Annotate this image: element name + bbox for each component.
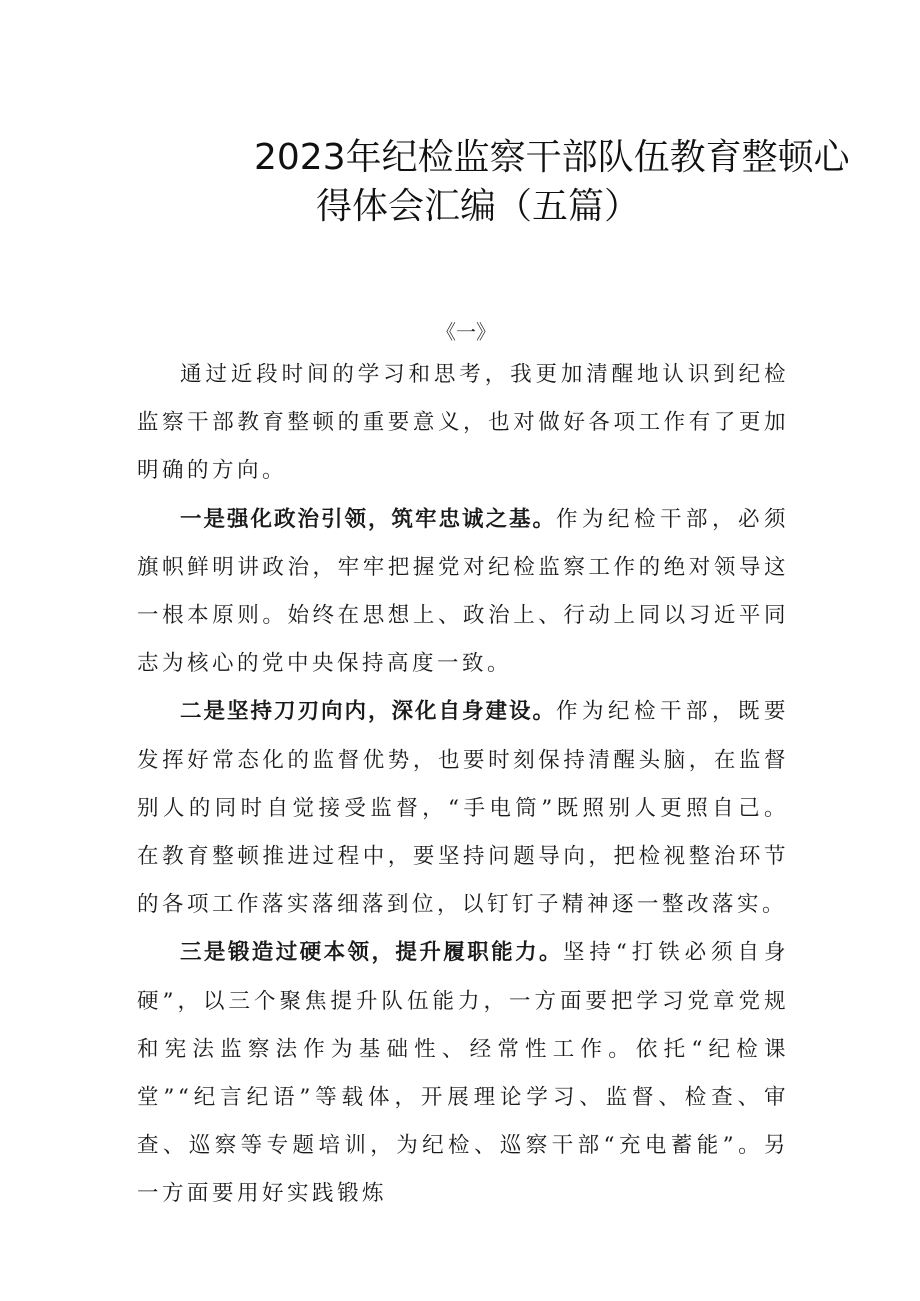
paragraph-point-2 [137,688,789,929]
section-marker: 《一》 [436,320,496,344]
paragraph-lead: 三是锻造过硬本领，提升履职能力。 [180,940,563,966]
paragraph-intro [137,351,789,496]
paragraph-point-1 [137,496,789,689]
document-title-line-2: 得体会汇编（五篇） [316,186,641,227]
document-title-line-1: 2023年纪检监察干部队伍教育整顿心 [254,137,850,178]
paragraph-text: 坚持“打铁必须自身硬”，以三个聚焦提升队伍能力，一方面要把学习党章党规和宪法监察法作为基础性、经常性工作。依托“纪检课堂”“纪言纪语”等载体，开展理论学习、监督、检查、审查、巡察等专题培训，为纪检、巡察干部“充电蓄能”。另一方面要用好实践锻炼 [137,940,789,1207]
paragraph-text: 作为纪检干部，既要发挥好常态化的监督优势，也要时刻保持清醒头脑，在监督别人的同时自觉接受监督，“手电筒”既照别人更照自己。在教育整顿推进过程中，要坚持问题导向，把检视整治环节的各项工作落实落细落到位，以钉钉子精神逐一整改落实。 [137,699,789,918]
paragraph-lead: 一是强化政治引领，筑牢忠诚之基。 [180,506,556,532]
paragraph-text: 作为纪检干部，必须旗帜鲜明讲政治，牢牢把握党对纪检监察工作的绝对领导这一根本原则。始终在思想上、政治上、行动上同以习近平同志为核心的党中央保持高度一致。 [137,506,789,677]
document-body [137,351,789,1219]
paragraph-point-3 [137,929,789,1218]
paragraph-lead: 二是坚持刀刃向内，深化自身建设。 [180,699,556,725]
paragraph-text: 通过近段时间的学习和思考，我更加清醒地认识到纪检监察干部教育整顿的重要意义，也对做好各项工作有了更加明确的方向。 [137,362,789,484]
